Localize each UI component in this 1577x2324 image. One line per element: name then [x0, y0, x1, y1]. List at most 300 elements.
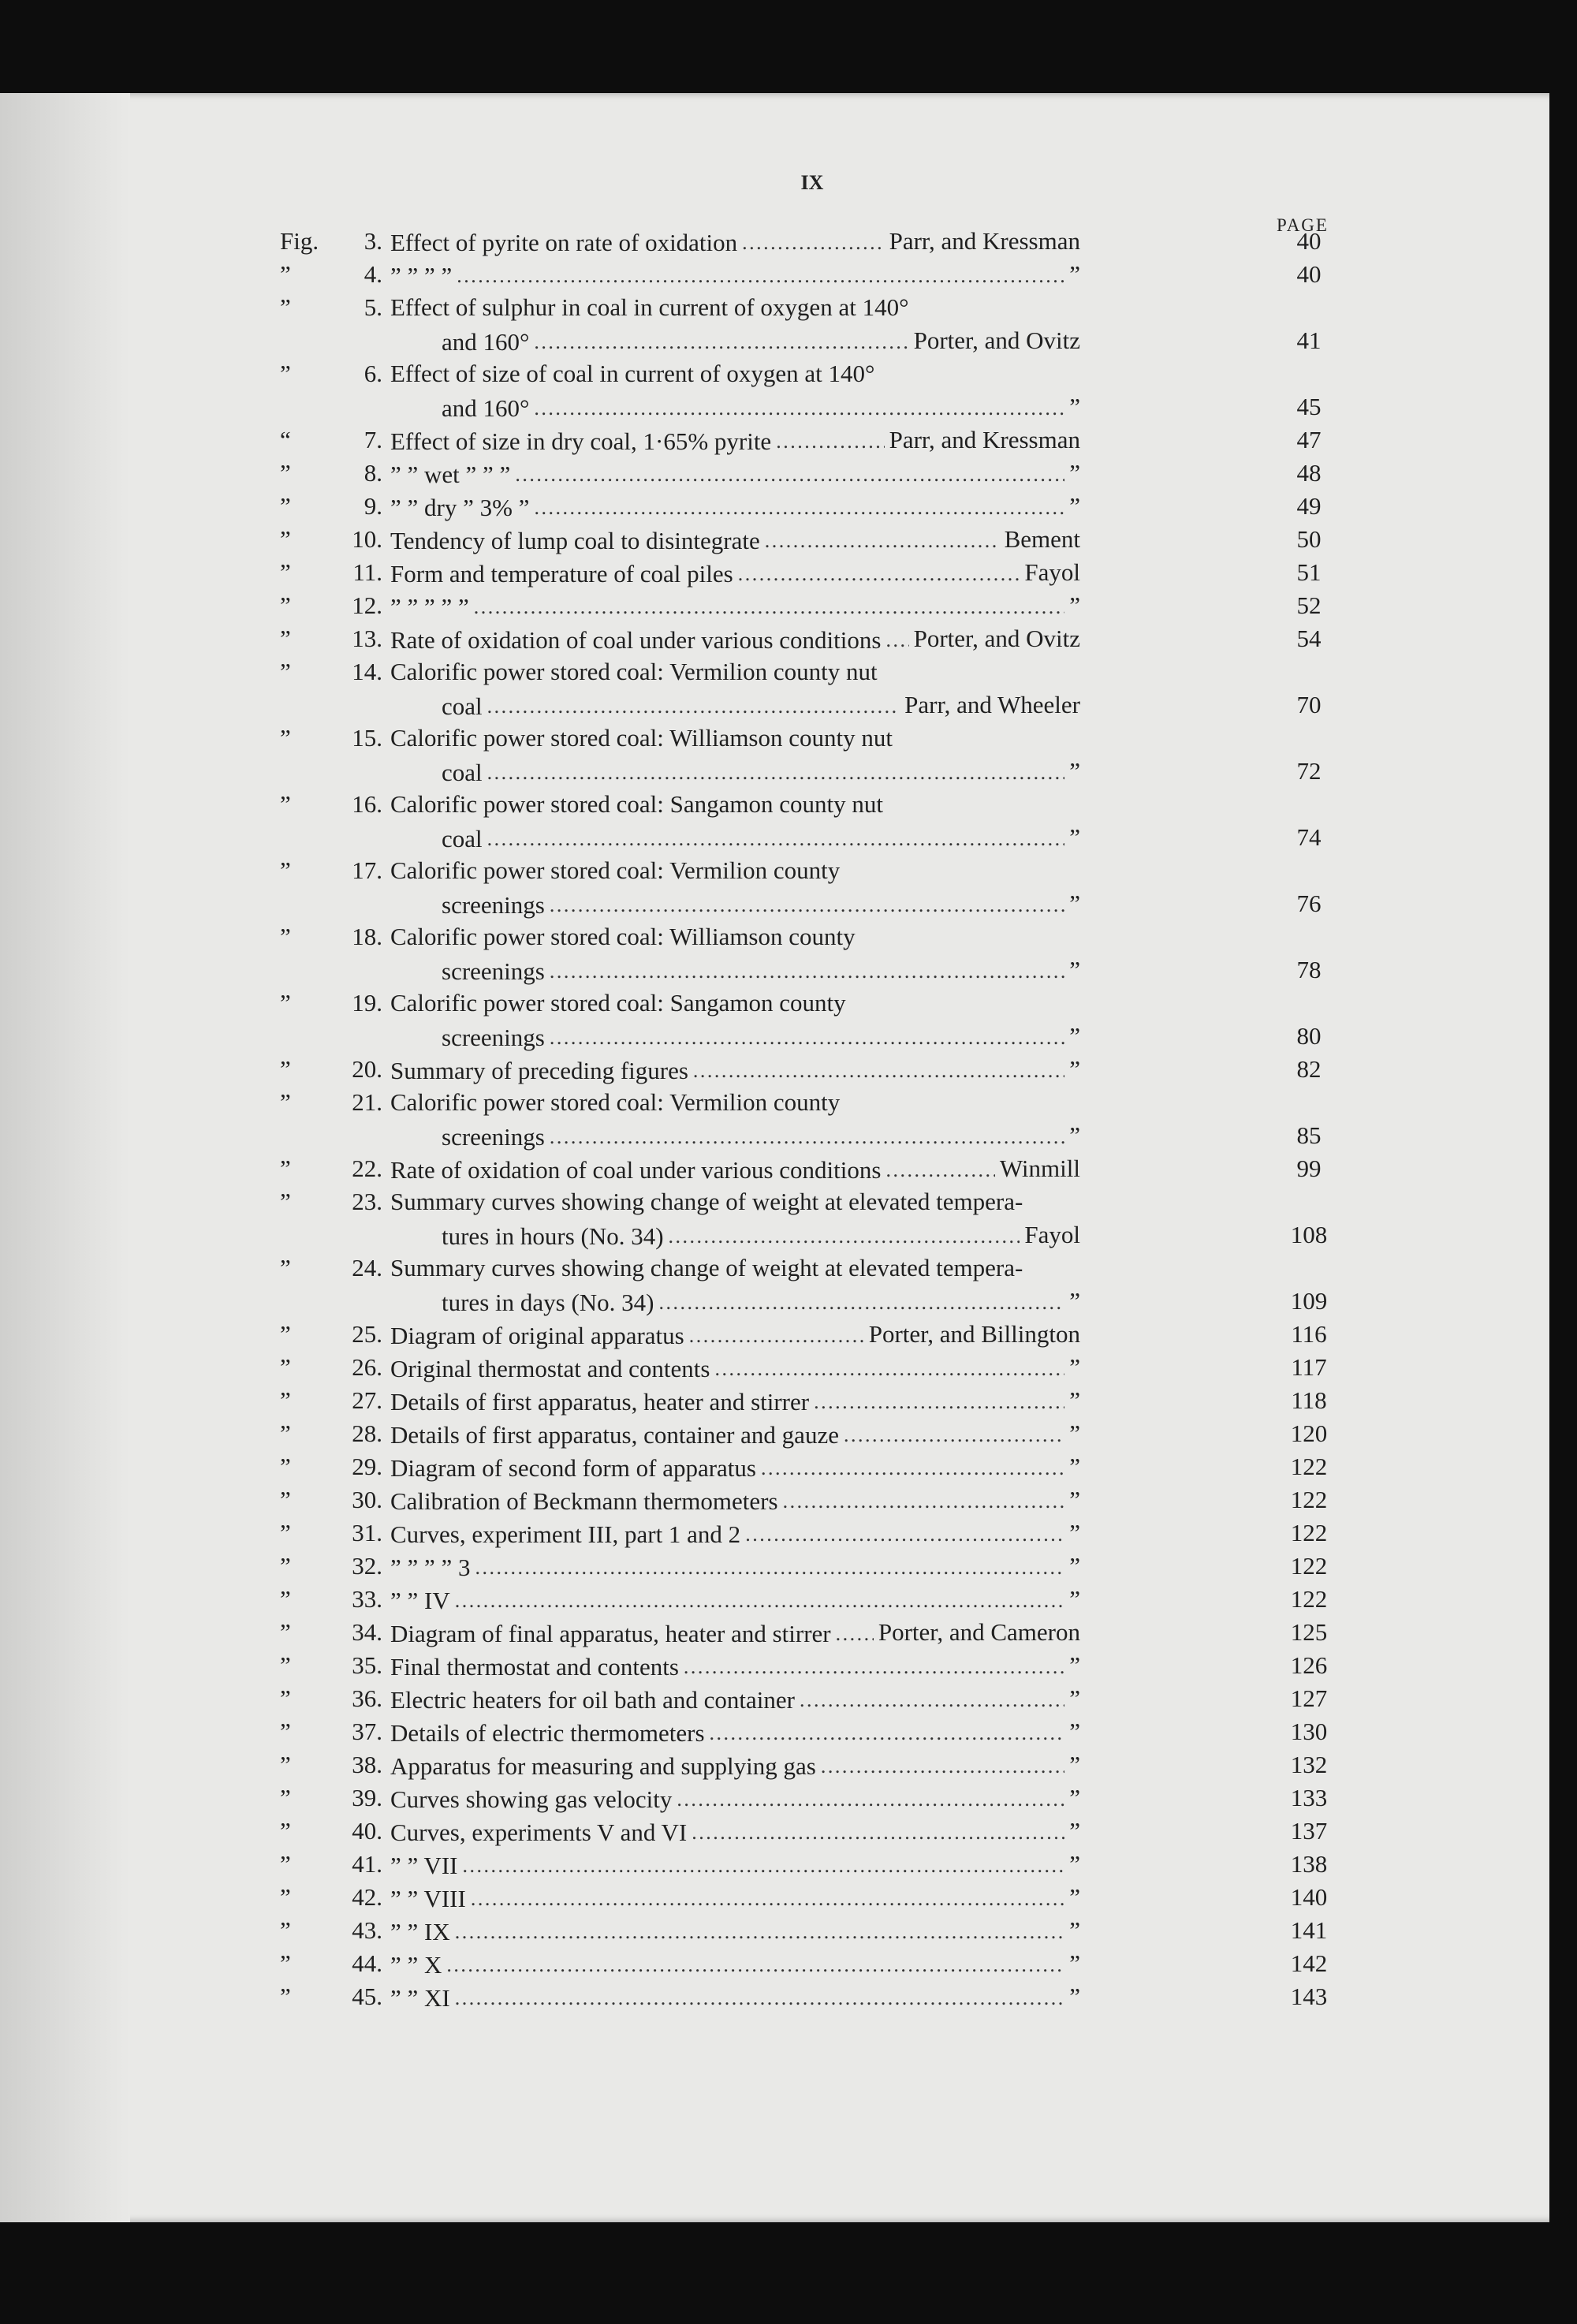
- dot-leader: [550, 1020, 1064, 1054]
- figure-title-line: [390, 788, 1210, 851]
- figure-prefix: ”: [280, 1320, 291, 1348]
- figure-number: 33.: [352, 1585, 382, 1613]
- toc-entry: [280, 622, 1337, 655]
- figure-page-number: 99: [1296, 1155, 1322, 1182]
- figure-page-number: 51: [1296, 558, 1322, 586]
- toc-entry: [280, 1318, 1337, 1351]
- figure-number: 6.: [363, 360, 382, 387]
- figure-author: ”: [1069, 1055, 1080, 1083]
- figure-title: Apparatus for measuring and supplying gas: [390, 1752, 816, 1780]
- toc-entry: [280, 1848, 1337, 1881]
- figure-title-continuation: [442, 1020, 1064, 1054]
- figure-title: Effect of pyrite on rate of oxidation: [390, 229, 738, 256]
- figure-title: ” ” VII: [390, 1852, 458, 1879]
- figure-title-cont: coal: [442, 692, 483, 720]
- dot-leader: [455, 1914, 1065, 1949]
- figure-page-number: 50: [1296, 525, 1322, 553]
- dot-leader: [814, 1384, 1064, 1419]
- figure-title: Effect of size in dry coal, 1·65% pyrite: [390, 427, 772, 455]
- dot-leader: [463, 1848, 1065, 1882]
- figure-prefix: Fig.: [280, 227, 319, 255]
- figure-prefix: ”: [280, 1684, 291, 1712]
- figure-author: ”: [1069, 260, 1080, 288]
- figure-prefix: ”: [280, 1453, 291, 1480]
- figure-title-continuation: [442, 821, 1064, 856]
- figure-author: ”: [1069, 459, 1080, 487]
- figure-title: Effect of sulphur in coal in current of oxygen at 140°: [390, 293, 909, 321]
- toc-entry: [280, 722, 1337, 788]
- toc-entry: [280, 854, 1337, 920]
- figure-number: 29.: [352, 1453, 382, 1480]
- toc-entry: [280, 655, 1337, 722]
- figure-prefix: ”: [280, 1585, 291, 1613]
- dot-leader: [821, 1748, 1064, 1783]
- dot-leader: [471, 1881, 1064, 1916]
- figure-page-number: 49: [1296, 492, 1322, 520]
- figure-prefix: ”: [280, 1883, 291, 1911]
- dot-leader: [710, 1715, 1065, 1750]
- figure-title: Curves showing gas velocity: [390, 1785, 673, 1813]
- figure-title: ” ” dry ” 3% ”: [390, 494, 530, 521]
- dot-leader: [457, 258, 1064, 293]
- toc-entry: [280, 1715, 1337, 1748]
- toc-entry: [280, 987, 1337, 1053]
- figure-title: ” ” wet ” ” ”: [390, 461, 511, 488]
- figure-number: 22.: [352, 1155, 382, 1182]
- figure-author: Winmill: [999, 1155, 1080, 1182]
- figure-title-cont: screenings: [442, 957, 545, 985]
- figure-author: ”: [1069, 1585, 1080, 1613]
- figure-title-continuation: [442, 887, 1064, 922]
- figure-page-number: 74: [1296, 823, 1322, 851]
- figure-page-number: 118: [1291, 1386, 1327, 1414]
- figure-title: ” ” ” ” ”: [390, 593, 469, 621]
- figure-author: ”: [1069, 1751, 1080, 1778]
- figure-prefix: ”: [280, 1552, 291, 1580]
- figure-title-line: [390, 1980, 1210, 2015]
- figure-title-line: [390, 589, 1210, 624]
- figure-title: Final thermostat and contents: [390, 1653, 679, 1681]
- figure-title-line: [390, 523, 1210, 558]
- figure-author: ”: [1069, 956, 1080, 983]
- figure-page-number: 52: [1296, 591, 1322, 619]
- toc-entry: [280, 1616, 1337, 1649]
- figure-title: Original thermostat and contents: [390, 1355, 710, 1382]
- toc-entry: [280, 1550, 1337, 1583]
- figure-prefix: ”: [280, 293, 291, 321]
- figure-page-number: 40: [1296, 260, 1322, 288]
- figure-page-number: 137: [1290, 1817, 1328, 1845]
- figure-title: Details of electric thermometers: [390, 1719, 705, 1747]
- figure-number: 16.: [352, 790, 382, 818]
- figure-author: ”: [1069, 1651, 1080, 1679]
- figure-author: ”: [1069, 1486, 1080, 1513]
- figure-number: 27.: [352, 1386, 382, 1414]
- figure-page-number: 54: [1296, 625, 1322, 652]
- figure-title: Calorific power stored coal: Sangamon county: [390, 989, 846, 1017]
- figure-page-number: 133: [1290, 1784, 1328, 1811]
- figure-number: 20.: [352, 1055, 382, 1083]
- dot-leader: [783, 1483, 1065, 1518]
- figure-author: ”: [1069, 1883, 1080, 1911]
- figure-prefix: ”: [280, 1254, 291, 1281]
- figure-prefix: ”: [280, 525, 291, 553]
- figure-title: Calibration of Beckmann thermometers: [390, 1487, 778, 1515]
- toc-entry: [280, 589, 1337, 622]
- figure-page-number: 45: [1296, 393, 1322, 420]
- figure-prefix: ”: [280, 1419, 291, 1447]
- figure-title-cont: tures in days (No. 34): [442, 1289, 654, 1316]
- figure-page-number: 47: [1296, 426, 1322, 453]
- figure-page-number: 130: [1290, 1718, 1328, 1745]
- figure-author: ”: [1069, 1784, 1080, 1811]
- figure-title: Details of first apparatus, container and gauze: [390, 1421, 839, 1449]
- figure-title: Curves, experiment III, part 1 and 2: [390, 1520, 741, 1548]
- figure-prefix: ”: [280, 1386, 291, 1414]
- dot-leader: [474, 589, 1064, 624]
- figure-title-line: [390, 457, 1210, 491]
- figure-page-number: 122: [1290, 1519, 1328, 1546]
- figure-title-line: [390, 490, 1210, 524]
- figure-page-number: 132: [1290, 1751, 1328, 1778]
- figure-page-number: 143: [1290, 1983, 1328, 2010]
- figure-title-line: [390, 1881, 1210, 1916]
- figure-title-continuation: [442, 1285, 1064, 1319]
- figure-number: 18.: [352, 923, 382, 950]
- toc-entry: [280, 1252, 1337, 1318]
- figure-number: 21.: [352, 1088, 382, 1116]
- figure-author: ”: [1069, 1419, 1080, 1447]
- figure-title-line: [390, 1318, 1210, 1352]
- figure-author: ”: [1069, 1949, 1080, 1977]
- toc-entry: [280, 1781, 1337, 1815]
- toc-entry: [280, 1450, 1337, 1483]
- figure-author: ”: [1069, 1718, 1080, 1745]
- dot-leader: [742, 225, 884, 259]
- figure-title-line: [390, 1748, 1210, 1783]
- figure-prefix: “: [280, 426, 291, 453]
- figure-number: 23.: [352, 1188, 382, 1215]
- figure-prefix: ”: [280, 1949, 291, 1977]
- figure-title-cont: coal: [442, 825, 483, 852]
- figure-page-number: 122: [1290, 1585, 1328, 1613]
- figure-title-cont: and 160°: [442, 394, 530, 422]
- dot-leader: [745, 1516, 1064, 1551]
- dot-leader: [684, 1649, 1064, 1684]
- figure-number: 44.: [352, 1949, 382, 1977]
- figure-number: 30.: [352, 1486, 382, 1513]
- figure-number: 40.: [352, 1817, 382, 1845]
- figure-title-line: [390, 1053, 1210, 1087]
- figure-author: ”: [1069, 823, 1080, 851]
- figure-prefix: ”: [280, 1983, 291, 2010]
- figure-page-number: 140: [1290, 1883, 1328, 1911]
- figure-title-line: [390, 1550, 1210, 1584]
- figure-title-line: [390, 622, 1210, 657]
- figure-title-line: [390, 1417, 1210, 1452]
- dot-leader: [475, 1550, 1065, 1584]
- dot-leader: [487, 755, 1065, 789]
- figure-number: 43.: [352, 1916, 382, 1944]
- figure-number: 3.: [363, 227, 382, 255]
- toc-entry: [280, 1483, 1337, 1516]
- figure-author: ”: [1069, 1453, 1080, 1480]
- toc-entry: [280, 1583, 1337, 1616]
- figure-title-line: [390, 225, 1210, 259]
- figure-title: Rate of oxidation of coal under various conditions: [390, 626, 882, 654]
- figure-number: 28.: [352, 1419, 382, 1447]
- figure-author: ”: [1069, 1519, 1080, 1546]
- toc-entry: [280, 1980, 1337, 2013]
- toc-entry: [280, 258, 1337, 291]
- dot-leader: [487, 688, 900, 723]
- figure-title-cont: and 160°: [442, 328, 530, 356]
- figure-title: ” ” IX: [390, 1918, 450, 1945]
- figure-number: 42.: [352, 1883, 382, 1911]
- figure-title-continuation: [442, 1119, 1064, 1154]
- figure-prefix: ”: [280, 1784, 291, 1811]
- dot-leader: [550, 953, 1064, 988]
- figure-title-continuation: [442, 324, 909, 359]
- dot-leader: [738, 556, 1020, 591]
- toc-entry: [280, 1649, 1337, 1682]
- figure-page-number: 48: [1296, 459, 1322, 487]
- dot-leader: [534, 490, 1064, 524]
- figure-title-line: [390, 258, 1210, 293]
- figure-title-line: [390, 1815, 1210, 1849]
- figure-page-number: 40: [1296, 227, 1322, 255]
- figure-prefix: ”: [280, 558, 291, 586]
- figure-prefix: ”: [280, 1850, 291, 1878]
- figure-prefix: ”: [280, 1486, 291, 1513]
- dot-leader: [677, 1781, 1064, 1816]
- figure-page-number: 82: [1296, 1055, 1322, 1083]
- figure-number: 5.: [363, 293, 382, 321]
- figure-prefix: ”: [280, 625, 291, 652]
- figure-number: 19.: [352, 989, 382, 1017]
- figure-number: 7.: [363, 426, 382, 453]
- figure-author: ”: [1069, 1552, 1080, 1580]
- figure-number: 13.: [352, 625, 382, 652]
- figure-title-line: [390, 722, 1210, 785]
- page-column-header: PAGE: [1277, 215, 1329, 235]
- figure-title: ” ” ” ” 3: [390, 1554, 471, 1581]
- figure-page-number: 142: [1290, 1949, 1328, 1977]
- figure-prefix: ”: [280, 260, 291, 288]
- figure-page-number: 138: [1290, 1850, 1328, 1878]
- figure-author: Porter, and Cameron: [878, 1618, 1080, 1646]
- dot-leader: [455, 1583, 1065, 1617]
- figure-title: ” ” X: [390, 1951, 442, 1979]
- figure-author: Parr, and Wheeler: [904, 691, 1080, 718]
- figure-author: Porter, and Ovitz: [913, 625, 1080, 652]
- figure-prefix: ”: [280, 856, 291, 884]
- toc-entry: [280, 490, 1337, 523]
- figure-author: Fayol: [1024, 558, 1080, 586]
- toc-entry: [280, 920, 1337, 987]
- figure-title-line: [390, 1682, 1210, 1717]
- figure-title-cont: screenings: [442, 891, 545, 919]
- figure-title: Curves, experiments V and VI: [390, 1819, 688, 1846]
- figure-title: Calorific power stored coal: Williamson county: [390, 923, 856, 950]
- toc-entry: [280, 1053, 1337, 1086]
- figure-author: Porter, and Ovitz: [913, 326, 1080, 354]
- figure-author: ”: [1069, 757, 1080, 785]
- figure-title-line: [390, 1583, 1210, 1617]
- figure-prefix: ”: [280, 1618, 291, 1646]
- figure-number: 8.: [363, 459, 382, 487]
- figure-title-line: [390, 655, 1210, 718]
- figure-title-line: [390, 1848, 1210, 1882]
- figure-title-line: [390, 1715, 1210, 1750]
- figure-page-number: 122: [1290, 1552, 1328, 1580]
- figure-title: Effect of size of coal in current of oxygen at 140°: [390, 360, 875, 387]
- figure-author: ”: [1069, 1916, 1080, 1944]
- figure-title-continuation: [442, 390, 1064, 425]
- figure-number: 4.: [363, 260, 382, 288]
- dot-leader: [550, 1119, 1064, 1154]
- toc-entry: [280, 457, 1337, 490]
- figure-prefix: ”: [280, 1088, 291, 1116]
- figure-author: ”: [1069, 890, 1080, 917]
- figure-page-number: 80: [1296, 1022, 1322, 1050]
- figure-page-number: 108: [1290, 1221, 1328, 1248]
- figure-title-line: [390, 1152, 1210, 1187]
- figure-author: ”: [1069, 492, 1080, 520]
- toc-entry: [280, 1815, 1337, 1848]
- toc-entry: [280, 1748, 1337, 1781]
- toc-entry: [280, 1947, 1337, 1980]
- dot-leader: [693, 1053, 1064, 1087]
- figure-author: Bement: [1004, 525, 1080, 553]
- figure-prefix: ”: [280, 989, 291, 1017]
- figure-number: 32.: [352, 1552, 382, 1580]
- toc-entry: [280, 1682, 1337, 1715]
- figure-prefix: ”: [280, 658, 291, 685]
- figure-title-continuation: [442, 953, 1064, 988]
- figure-number: 26.: [352, 1353, 382, 1381]
- figure-author: Porter, and Billington: [868, 1320, 1080, 1348]
- figure-number: 12.: [352, 591, 382, 619]
- figure-title-cont: screenings: [442, 1123, 545, 1151]
- figure-page-number: 122: [1290, 1453, 1328, 1480]
- toc-entry: [280, 357, 1337, 423]
- figure-number: 37.: [352, 1718, 382, 1745]
- figure-title: Summary of preceding figures: [390, 1057, 688, 1084]
- figure-number: 39.: [352, 1784, 382, 1811]
- dot-leader: [550, 887, 1064, 922]
- figure-prefix: ”: [280, 591, 291, 619]
- toc-entry: [280, 556, 1337, 589]
- figure-page-number: 41: [1296, 326, 1322, 354]
- figure-page-number: 120: [1290, 1419, 1328, 1447]
- dot-leader: [800, 1682, 1064, 1717]
- figure-title-line: [390, 1649, 1210, 1684]
- figure-title: Details of first apparatus, heater and stirrer: [390, 1388, 810, 1416]
- dot-leader: [761, 1450, 1064, 1485]
- figure-prefix: ”: [280, 923, 291, 950]
- figure-prefix: ”: [280, 1055, 291, 1083]
- figure-title: ” ” VIII: [390, 1885, 466, 1912]
- dot-leader: [455, 1980, 1065, 2015]
- figure-prefix: ”: [280, 1817, 291, 1845]
- dot-leader: [689, 1318, 864, 1352]
- figure-page-number: 70: [1296, 691, 1322, 718]
- figure-page-number: 117: [1291, 1353, 1327, 1381]
- figure-author: ”: [1069, 1850, 1080, 1878]
- figure-title: Tendency of lump coal to disintegrate: [390, 527, 760, 554]
- figure-author: ”: [1069, 1386, 1080, 1414]
- figure-number: 14.: [352, 658, 382, 685]
- figure-page-number: 141: [1290, 1916, 1328, 1944]
- figure-author: ”: [1069, 1353, 1080, 1381]
- dot-leader: [776, 423, 884, 458]
- figure-page-number: 109: [1290, 1287, 1328, 1315]
- figure-prefix: ”: [280, 459, 291, 487]
- figure-title: Calorific power stored coal: Williamson county nut: [390, 724, 893, 752]
- dot-leader: [844, 1417, 1064, 1452]
- figure-page-number: 116: [1291, 1320, 1327, 1348]
- toc-entry: [280, 1185, 1337, 1252]
- figure-prefix: ”: [280, 492, 291, 520]
- dot-leader: [885, 1152, 994, 1187]
- dot-leader: [446, 1947, 1064, 1982]
- page-gutter-shadow: [0, 93, 130, 2222]
- figure-number: 38.: [352, 1751, 382, 1778]
- figure-number: 11.: [352, 558, 382, 586]
- figure-title: Diagram of second form of apparatus: [390, 1454, 756, 1482]
- figure-title-cont: tures in hours (No. 34): [442, 1222, 664, 1250]
- figure-number: 24.: [352, 1254, 382, 1281]
- figure-title-line: [390, 1616, 1210, 1651]
- figure-title-line: [390, 1450, 1210, 1485]
- dot-leader: [885, 622, 908, 657]
- figure-author: ”: [1069, 393, 1080, 420]
- figure-number: 35.: [352, 1651, 382, 1679]
- figure-title-continuation: [442, 1218, 1020, 1253]
- figure-prefix: ”: [280, 790, 291, 818]
- dot-leader: [534, 390, 1064, 425]
- figure-title-line: [390, 1914, 1210, 1949]
- figure-title: ” ” IV: [390, 1587, 450, 1614]
- figure-author: Parr, and Kressman: [889, 426, 1080, 453]
- dot-leader: [487, 821, 1065, 856]
- figure-prefix: ”: [280, 1188, 291, 1215]
- figure-title-line: [390, 1351, 1210, 1386]
- toc-entry: [280, 1914, 1337, 1947]
- dot-leader: [836, 1616, 874, 1651]
- figure-title: Diagram of final apparatus, heater and stirrer: [390, 1620, 831, 1647]
- figure-title-line: [390, 1781, 1210, 1816]
- figure-number: 45.: [352, 1983, 382, 2010]
- figure-number: 17.: [352, 856, 382, 884]
- figure-title-line: [390, 1483, 1210, 1518]
- figure-title-cont: coal: [442, 759, 483, 786]
- dot-leader: [765, 523, 1000, 558]
- figure-page-number: 85: [1296, 1121, 1322, 1149]
- toc-entry: [280, 1516, 1337, 1550]
- figure-number: 10.: [352, 525, 382, 553]
- figure-title-line: [390, 1516, 1210, 1551]
- figure-prefix: ”: [280, 360, 291, 387]
- figure-prefix: ”: [280, 724, 291, 752]
- toc-entry: [280, 788, 1337, 854]
- figure-title: Diagram of original apparatus: [390, 1322, 684, 1349]
- dot-leader: [669, 1218, 1020, 1253]
- figure-number: 41.: [352, 1850, 382, 1878]
- figure-title: Summary curves showing change of weight at elevated tempera-: [390, 1188, 1023, 1215]
- figure-title: Calorific power stored coal: Vermilion county nut: [390, 658, 878, 685]
